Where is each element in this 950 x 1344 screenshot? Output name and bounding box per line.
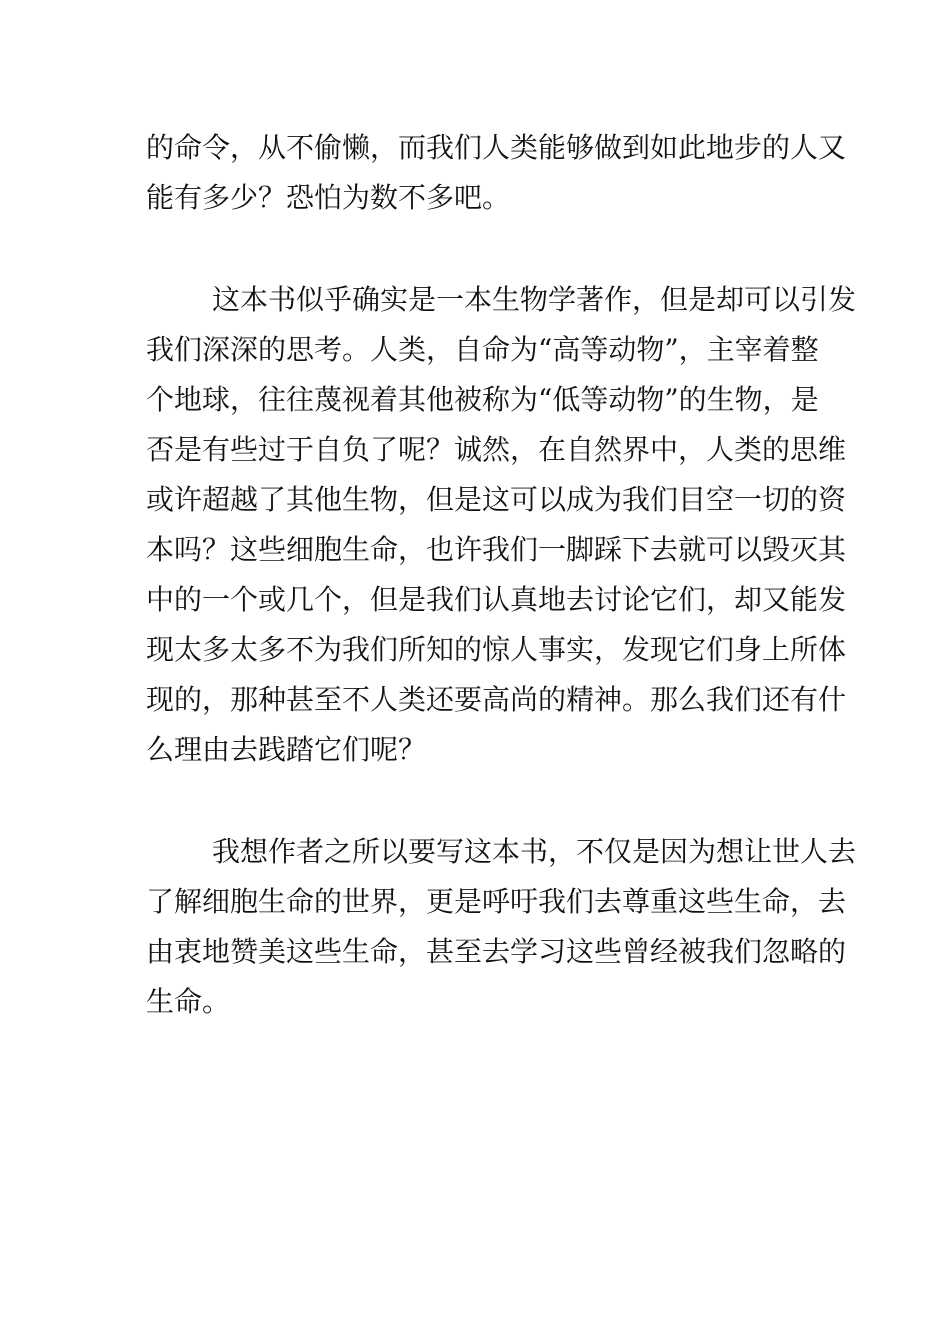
paragraph-2-line-10: 么理由去践踏它们呢？ <box>146 733 427 766</box>
paragraph-3-line-3: 由衷地赞美这些生命，甚至去学习这些曾经被我们忽略的 <box>146 935 847 968</box>
paragraph-1-line-1: 的命令，从不偷懒，而我们人类能够做到如此地步的人又 <box>146 131 847 164</box>
paragraph-2-line-3: 个地球，往往蔑视着其他被称为“低等动物”的生物，是 <box>146 383 819 416</box>
paragraph-2-line-7: 中的一个或几个，但是我们认真地去讨论它们，却又能发 <box>146 583 847 616</box>
paragraph-2-line-8: 现太多太多不为我们所知的惊人事实，发现它们身上所体 <box>146 633 847 666</box>
paragraph-3-line-1: 我想作者之所以要写这本书，不仅是因为想让世人去 <box>212 835 857 868</box>
paragraph-3-line-4: 生命。 <box>146 985 231 1018</box>
paragraph-2-line-4: 否是有些过于自负了呢？诚然，在自然界中，人类的思维 <box>146 433 847 466</box>
paragraph-2-line-1: 这本书似乎确实是一本生物学著作，但是却可以引发 <box>212 283 857 316</box>
paragraph-1-line-2: 能有多少？恐怕为数不多吧。 <box>146 181 511 214</box>
paragraph-2-line-2: 我们深深的思考。人类，自命为“高等动物”，主宰着整 <box>146 333 819 366</box>
paragraph-2-line-9: 现的，那种甚至不人类还要高尚的精神。那么我们还有什 <box>146 683 847 716</box>
paragraph-3-line-2: 了解细胞生命的世界，更是呼吁我们去尊重这些生命，去 <box>146 885 847 918</box>
paragraph-2-line-5: 或许超越了其他生物，但是这可以成为我们目空一切的资 <box>146 483 847 516</box>
paragraph-2-line-6: 本吗？这些细胞生命，也许我们一脚踩下去就可以毁灭其 <box>146 533 847 566</box>
